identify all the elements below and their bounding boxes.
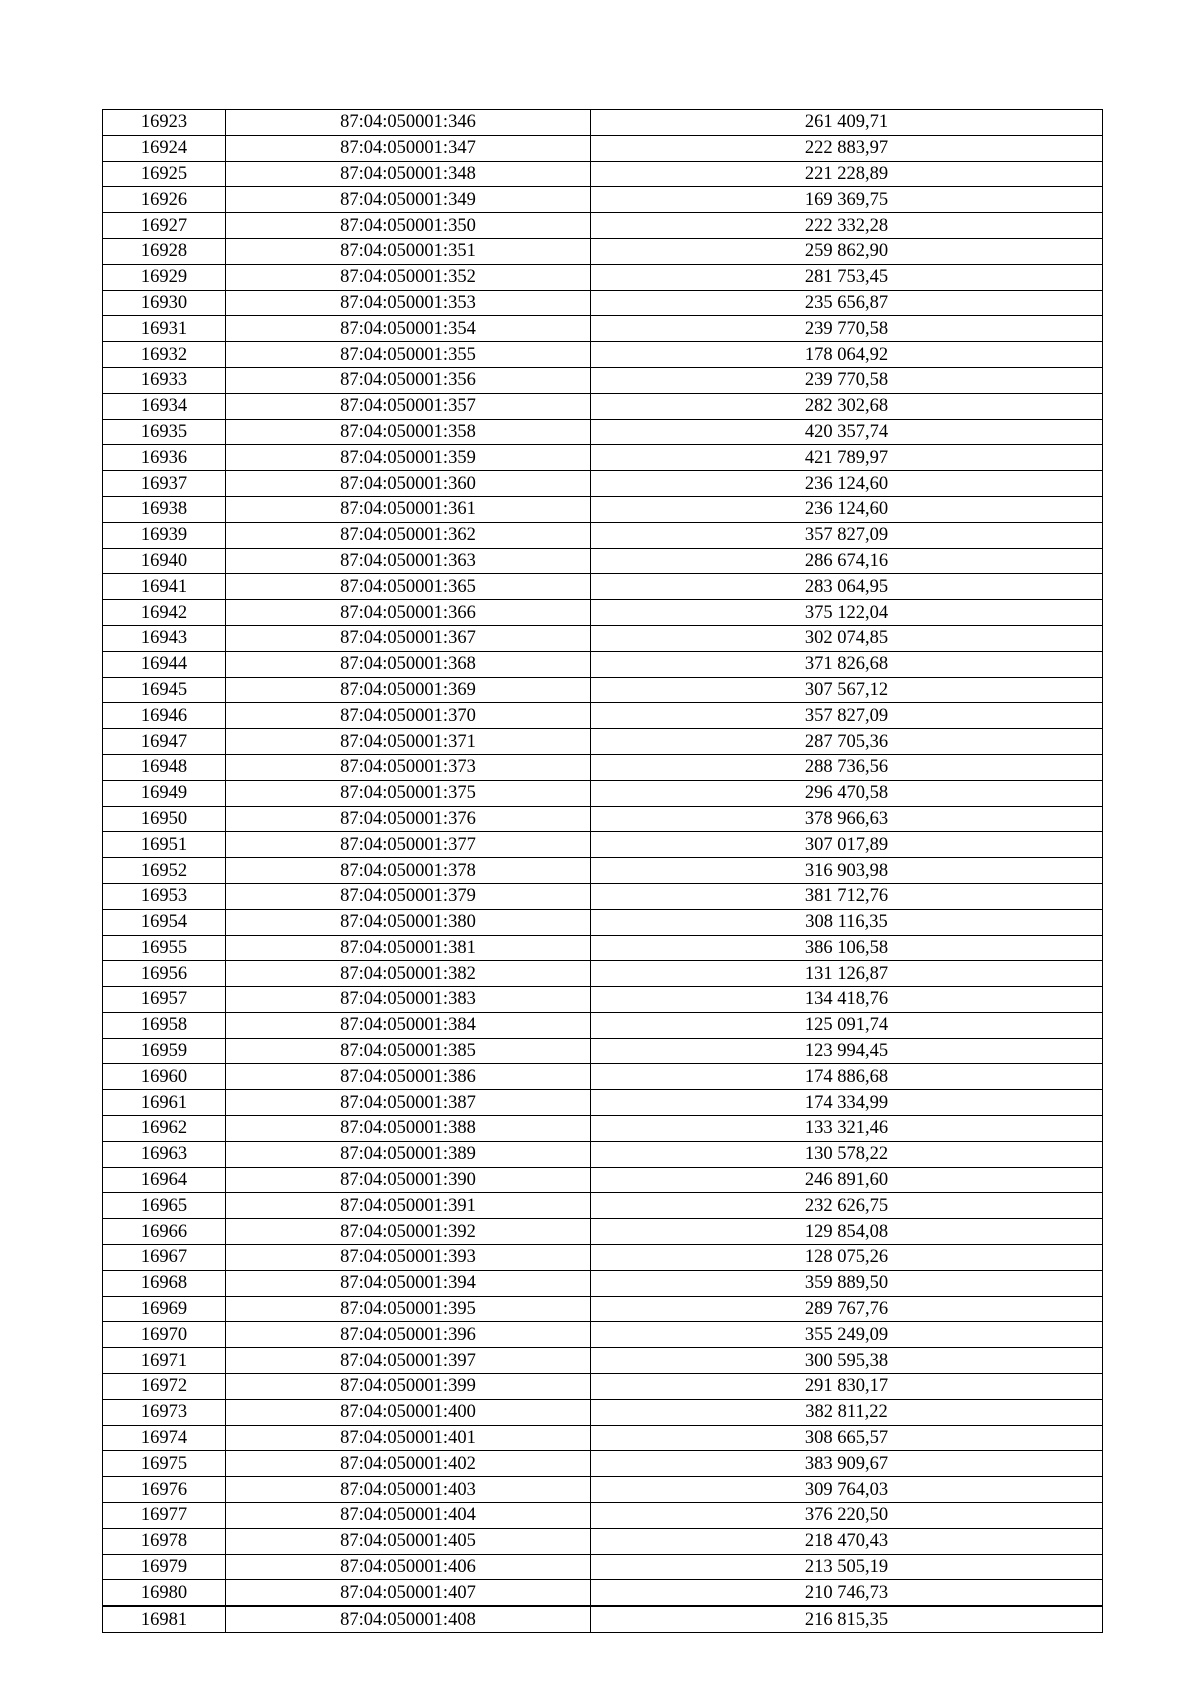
row-number-cell: 16974	[103, 1425, 226, 1451]
row-number-cell: 16956	[103, 961, 226, 987]
table-row	[103, 987, 1103, 1013]
table-row	[103, 961, 1103, 987]
cadastral-number-cell: 87:04:050001:399	[226, 1374, 591, 1400]
cadastral-value-cell: 174 886,68	[591, 1064, 1103, 1090]
row-number-cell: 16954	[103, 909, 226, 935]
row-number-cell: 16975	[103, 1451, 226, 1477]
table-row	[103, 367, 1103, 393]
table-row	[103, 1580, 1103, 1606]
cadastral-number-cell: 87:04:050001:406	[226, 1554, 591, 1580]
cadastral-value-cell: 375 122,04	[591, 600, 1103, 626]
row-number-cell: 16944	[103, 651, 226, 677]
table-row	[103, 754, 1103, 780]
row-number-cell: 16969	[103, 1296, 226, 1322]
cadastral-value-cell: 355 249,09	[591, 1322, 1103, 1348]
cadastral-value-cell: 246 891,60	[591, 1167, 1103, 1193]
cadastral-value-cell: 210 746,73	[591, 1580, 1103, 1606]
cadastral-value-cell: 357 827,09	[591, 522, 1103, 548]
cadastral-value-cell: 376 220,50	[591, 1503, 1103, 1529]
row-number-cell: 16968	[103, 1270, 226, 1296]
cadastral-value-cell: 216 815,35	[591, 1606, 1103, 1632]
table-row	[103, 574, 1103, 600]
row-number-cell: 16938	[103, 496, 226, 522]
cadastral-value-cell: 236 124,60	[591, 496, 1103, 522]
row-number-cell: 16963	[103, 1141, 226, 1167]
row-number-cell: 16981	[103, 1606, 226, 1632]
table-row	[103, 238, 1103, 264]
cadastral-value-cell: 371 826,68	[591, 651, 1103, 677]
table-row	[103, 1348, 1103, 1374]
table-row	[103, 1322, 1103, 1348]
cadastral-value-cell: 123 994,45	[591, 1038, 1103, 1064]
row-number-cell: 16937	[103, 471, 226, 497]
cadastral-value-cell: 307 567,12	[591, 677, 1103, 703]
cadastral-value-cell: 300 595,38	[591, 1348, 1103, 1374]
row-number-cell: 16939	[103, 522, 226, 548]
table-row	[103, 1374, 1103, 1400]
cadastral-number-cell: 87:04:050001:390	[226, 1167, 591, 1193]
table-row	[103, 1503, 1103, 1529]
cadastral-value-cell: 131 126,87	[591, 961, 1103, 987]
cadastral-number-cell: 87:04:050001:361	[226, 496, 591, 522]
cadastral-value-cell: 129 854,08	[591, 1219, 1103, 1245]
cadastral-number-cell: 87:04:050001:365	[226, 574, 591, 600]
cadastral-number-cell: 87:04:050001:376	[226, 806, 591, 832]
table-row	[103, 342, 1103, 368]
cadastral-number-cell: 87:04:050001:383	[226, 987, 591, 1013]
row-number-cell: 16961	[103, 1090, 226, 1116]
row-number-cell: 16934	[103, 393, 226, 419]
cadastral-number-cell: 87:04:050001:375	[226, 780, 591, 806]
cadastral-value-cell: 288 736,56	[591, 754, 1103, 780]
cadastral-value-cell: 316 903,98	[591, 858, 1103, 884]
row-number-cell: 16929	[103, 264, 226, 290]
table-row	[103, 806, 1103, 832]
cadastral-number-cell: 87:04:050001:347	[226, 135, 591, 161]
cadastral-value-cell: 359 889,50	[591, 1270, 1103, 1296]
cadastral-number-cell: 87:04:050001:368	[226, 651, 591, 677]
cadastral-value-cell: 287 705,36	[591, 729, 1103, 755]
cadastral-number-cell: 87:04:050001:403	[226, 1477, 591, 1503]
row-number-cell: 16972	[103, 1374, 226, 1400]
row-number-cell: 16931	[103, 316, 226, 342]
cadastral-number-cell: 87:04:050001:366	[226, 600, 591, 626]
row-number-cell: 16965	[103, 1193, 226, 1219]
row-number-cell: 16977	[103, 1503, 226, 1529]
cadastral-value-cell: 130 578,22	[591, 1141, 1103, 1167]
cadastral-value-cell: 218 470,43	[591, 1528, 1103, 1554]
cadastral-number-cell: 87:04:050001:387	[226, 1090, 591, 1116]
table-row	[103, 832, 1103, 858]
cadastral-number-cell: 87:04:050001:369	[226, 677, 591, 703]
cadastral-value-cell: 420 357,74	[591, 419, 1103, 445]
row-number-cell: 16936	[103, 445, 226, 471]
cadastral-number-cell: 87:04:050001:385	[226, 1038, 591, 1064]
cadastral-value-cell: 281 753,45	[591, 264, 1103, 290]
cadastral-value-cell: 302 074,85	[591, 625, 1103, 651]
table-row	[103, 213, 1103, 239]
row-number-cell: 16925	[103, 161, 226, 187]
row-number-cell: 16967	[103, 1245, 226, 1271]
table-row	[103, 522, 1103, 548]
cadastral-value-cell: 222 332,28	[591, 213, 1103, 239]
row-number-cell: 16980	[103, 1580, 226, 1606]
cadastral-value-cell: 134 418,76	[591, 987, 1103, 1013]
cadastral-value-table	[102, 109, 1103, 1633]
table-row	[103, 1090, 1103, 1116]
cadastral-number-cell: 87:04:050001:405	[226, 1528, 591, 1554]
cadastral-number-cell: 87:04:050001:404	[226, 1503, 591, 1529]
cadastral-number-cell: 87:04:050001:353	[226, 290, 591, 316]
table-row	[103, 1167, 1103, 1193]
cadastral-number-cell: 87:04:050001:354	[226, 316, 591, 342]
cadastral-value-cell: 383 909,67	[591, 1451, 1103, 1477]
table-row	[103, 1038, 1103, 1064]
cadastral-value-cell: 169 369,75	[591, 187, 1103, 213]
table-row	[103, 625, 1103, 651]
cadastral-number-cell: 87:04:050001:363	[226, 548, 591, 574]
table-row	[103, 677, 1103, 703]
row-number-cell: 16941	[103, 574, 226, 600]
cadastral-number-cell: 87:04:050001:391	[226, 1193, 591, 1219]
table-row	[103, 1116, 1103, 1142]
table-row	[103, 1554, 1103, 1580]
cadastral-number-cell: 87:04:050001:371	[226, 729, 591, 755]
row-number-cell: 16979	[103, 1554, 226, 1580]
row-number-cell: 16958	[103, 1012, 226, 1038]
row-number-cell: 16928	[103, 238, 226, 264]
cadastral-number-cell: 87:04:050001:346	[226, 110, 591, 136]
cadastral-number-cell: 87:04:050001:351	[226, 238, 591, 264]
cadastral-value-cell: 259 862,90	[591, 238, 1103, 264]
table-body	[103, 110, 1103, 1633]
cadastral-value-cell: 221 228,89	[591, 161, 1103, 187]
cadastral-value-cell: 286 674,16	[591, 548, 1103, 574]
row-number-cell: 16964	[103, 1167, 226, 1193]
table-row	[103, 419, 1103, 445]
cadastral-value-cell: 378 966,63	[591, 806, 1103, 832]
table-row	[103, 290, 1103, 316]
cadastral-number-cell: 87:04:050001:359	[226, 445, 591, 471]
table-row	[103, 1141, 1103, 1167]
cadastral-number-cell: 87:04:050001:394	[226, 1270, 591, 1296]
row-number-cell: 16948	[103, 754, 226, 780]
cadastral-value-cell: 308 665,57	[591, 1425, 1103, 1451]
row-number-cell: 16960	[103, 1064, 226, 1090]
cadastral-number-cell: 87:04:050001:377	[226, 832, 591, 858]
cadastral-value-cell: 222 883,97	[591, 135, 1103, 161]
row-number-cell: 16970	[103, 1322, 226, 1348]
row-number-cell: 16926	[103, 187, 226, 213]
cadastral-number-cell: 87:04:050001:393	[226, 1245, 591, 1271]
cadastral-value-cell: 174 334,99	[591, 1090, 1103, 1116]
table-row	[103, 858, 1103, 884]
row-number-cell: 16945	[103, 677, 226, 703]
table-row	[103, 1064, 1103, 1090]
row-number-cell: 16957	[103, 987, 226, 1013]
table-row	[103, 1245, 1103, 1271]
table-row	[103, 1270, 1103, 1296]
row-number-cell: 16976	[103, 1477, 226, 1503]
cadastral-value-cell: 282 302,68	[591, 393, 1103, 419]
row-number-cell: 16942	[103, 600, 226, 626]
table-row	[103, 1606, 1103, 1632]
table-row	[103, 445, 1103, 471]
table-row	[103, 161, 1103, 187]
table-row	[103, 110, 1103, 136]
cadastral-value-cell: 239 770,58	[591, 367, 1103, 393]
cadastral-number-cell: 87:04:050001:397	[226, 1348, 591, 1374]
table-row	[103, 1399, 1103, 1425]
table-row	[103, 729, 1103, 755]
table-row	[103, 1425, 1103, 1451]
cadastral-value-cell: 291 830,17	[591, 1374, 1103, 1400]
table-row	[103, 883, 1103, 909]
row-number-cell: 16933	[103, 367, 226, 393]
table-row	[103, 471, 1103, 497]
cadastral-value-cell: 357 827,09	[591, 703, 1103, 729]
row-number-cell: 16947	[103, 729, 226, 755]
row-number-cell: 16978	[103, 1528, 226, 1554]
cadastral-number-cell: 87:04:050001:384	[226, 1012, 591, 1038]
row-number-cell: 16930	[103, 290, 226, 316]
cadastral-number-cell: 87:04:050001:407	[226, 1580, 591, 1606]
table-row	[103, 1477, 1103, 1503]
row-number-cell: 16943	[103, 625, 226, 651]
cadastral-value-cell: 308 116,35	[591, 909, 1103, 935]
table-row	[103, 1012, 1103, 1038]
cadastral-value-cell: 289 767,76	[591, 1296, 1103, 1322]
table-row	[103, 909, 1103, 935]
row-number-cell: 16951	[103, 832, 226, 858]
cadastral-number-cell: 87:04:050001:389	[226, 1141, 591, 1167]
cadastral-number-cell: 87:04:050001:380	[226, 909, 591, 935]
cadastral-number-cell: 87:04:050001:400	[226, 1399, 591, 1425]
table-row	[103, 600, 1103, 626]
row-number-cell: 16952	[103, 858, 226, 884]
table-row	[103, 1219, 1103, 1245]
row-number-cell: 16950	[103, 806, 226, 832]
cadastral-value-cell: 283 064,95	[591, 574, 1103, 600]
cadastral-number-cell: 87:04:050001:367	[226, 625, 591, 651]
row-number-cell: 16966	[103, 1219, 226, 1245]
row-number-cell: 16923	[103, 110, 226, 136]
cadastral-number-cell: 87:04:050001:362	[226, 522, 591, 548]
row-number-cell: 16962	[103, 1116, 226, 1142]
table-row	[103, 316, 1103, 342]
cadastral-number-cell: 87:04:050001:408	[226, 1606, 591, 1632]
cadastral-value-cell: 382 811,22	[591, 1399, 1103, 1425]
cadastral-number-cell: 87:04:050001:352	[226, 264, 591, 290]
row-number-cell: 16971	[103, 1348, 226, 1374]
cadastral-value-cell: 232 626,75	[591, 1193, 1103, 1219]
cadastral-number-cell: 87:04:050001:360	[226, 471, 591, 497]
cadastral-number-cell: 87:04:050001:349	[226, 187, 591, 213]
table-row	[103, 703, 1103, 729]
table-row	[103, 780, 1103, 806]
cadastral-number-cell: 87:04:050001:381	[226, 935, 591, 961]
row-number-cell: 16924	[103, 135, 226, 161]
table-row	[103, 1528, 1103, 1554]
cadastral-number-cell: 87:04:050001:402	[226, 1451, 591, 1477]
cadastral-number-cell: 87:04:050001:348	[226, 161, 591, 187]
cadastral-number-cell: 87:04:050001:370	[226, 703, 591, 729]
cadastral-value-cell: 236 124,60	[591, 471, 1103, 497]
cadastral-value-cell: 307 017,89	[591, 832, 1103, 858]
table-row	[103, 393, 1103, 419]
cadastral-number-cell: 87:04:050001:355	[226, 342, 591, 368]
cadastral-number-cell: 87:04:050001:378	[226, 858, 591, 884]
table-row	[103, 1451, 1103, 1477]
cadastral-value-cell: 125 091,74	[591, 1012, 1103, 1038]
cadastral-value-cell: 235 656,87	[591, 290, 1103, 316]
cadastral-number-cell: 87:04:050001:379	[226, 883, 591, 909]
cadastral-number-cell: 87:04:050001:373	[226, 754, 591, 780]
cadastral-value-cell: 386 106,58	[591, 935, 1103, 961]
table-row	[103, 496, 1103, 522]
row-number-cell: 16927	[103, 213, 226, 239]
cadastral-value-cell: 239 770,58	[591, 316, 1103, 342]
table-row	[103, 1296, 1103, 1322]
row-number-cell: 16935	[103, 419, 226, 445]
cadastral-value-cell: 309 764,03	[591, 1477, 1103, 1503]
cadastral-value-cell: 213 505,19	[591, 1554, 1103, 1580]
cadastral-value-cell: 178 064,92	[591, 342, 1103, 368]
table-row	[103, 651, 1103, 677]
row-number-cell: 16932	[103, 342, 226, 368]
cadastral-number-cell: 87:04:050001:395	[226, 1296, 591, 1322]
cadastral-number-cell: 87:04:050001:356	[226, 367, 591, 393]
cadastral-number-cell: 87:04:050001:401	[226, 1425, 591, 1451]
cadastral-number-cell: 87:04:050001:388	[226, 1116, 591, 1142]
cadastral-value-cell: 261 409,71	[591, 110, 1103, 136]
cadastral-value-cell: 421 789,97	[591, 445, 1103, 471]
table-row	[103, 1193, 1103, 1219]
cadastral-number-cell: 87:04:050001:396	[226, 1322, 591, 1348]
cadastral-number-cell: 87:04:050001:392	[226, 1219, 591, 1245]
row-number-cell: 16955	[103, 935, 226, 961]
cadastral-number-cell: 87:04:050001:350	[226, 213, 591, 239]
cadastral-number-cell: 87:04:050001:357	[226, 393, 591, 419]
cadastral-value-cell: 133 321,46	[591, 1116, 1103, 1142]
cadastral-value-cell: 381 712,76	[591, 883, 1103, 909]
row-number-cell: 16949	[103, 780, 226, 806]
cadastral-value-cell: 128 075,26	[591, 1245, 1103, 1271]
table-row	[103, 935, 1103, 961]
cadastral-value-cell: 296 470,58	[591, 780, 1103, 806]
table-row	[103, 135, 1103, 161]
row-number-cell: 16973	[103, 1399, 226, 1425]
table-row	[103, 264, 1103, 290]
row-number-cell: 16940	[103, 548, 226, 574]
cadastral-number-cell: 87:04:050001:386	[226, 1064, 591, 1090]
cadastral-number-cell: 87:04:050001:382	[226, 961, 591, 987]
row-number-cell: 16953	[103, 883, 226, 909]
row-number-cell: 16946	[103, 703, 226, 729]
table-row	[103, 187, 1103, 213]
row-number-cell: 16959	[103, 1038, 226, 1064]
cadastral-number-cell: 87:04:050001:358	[226, 419, 591, 445]
table-row	[103, 548, 1103, 574]
